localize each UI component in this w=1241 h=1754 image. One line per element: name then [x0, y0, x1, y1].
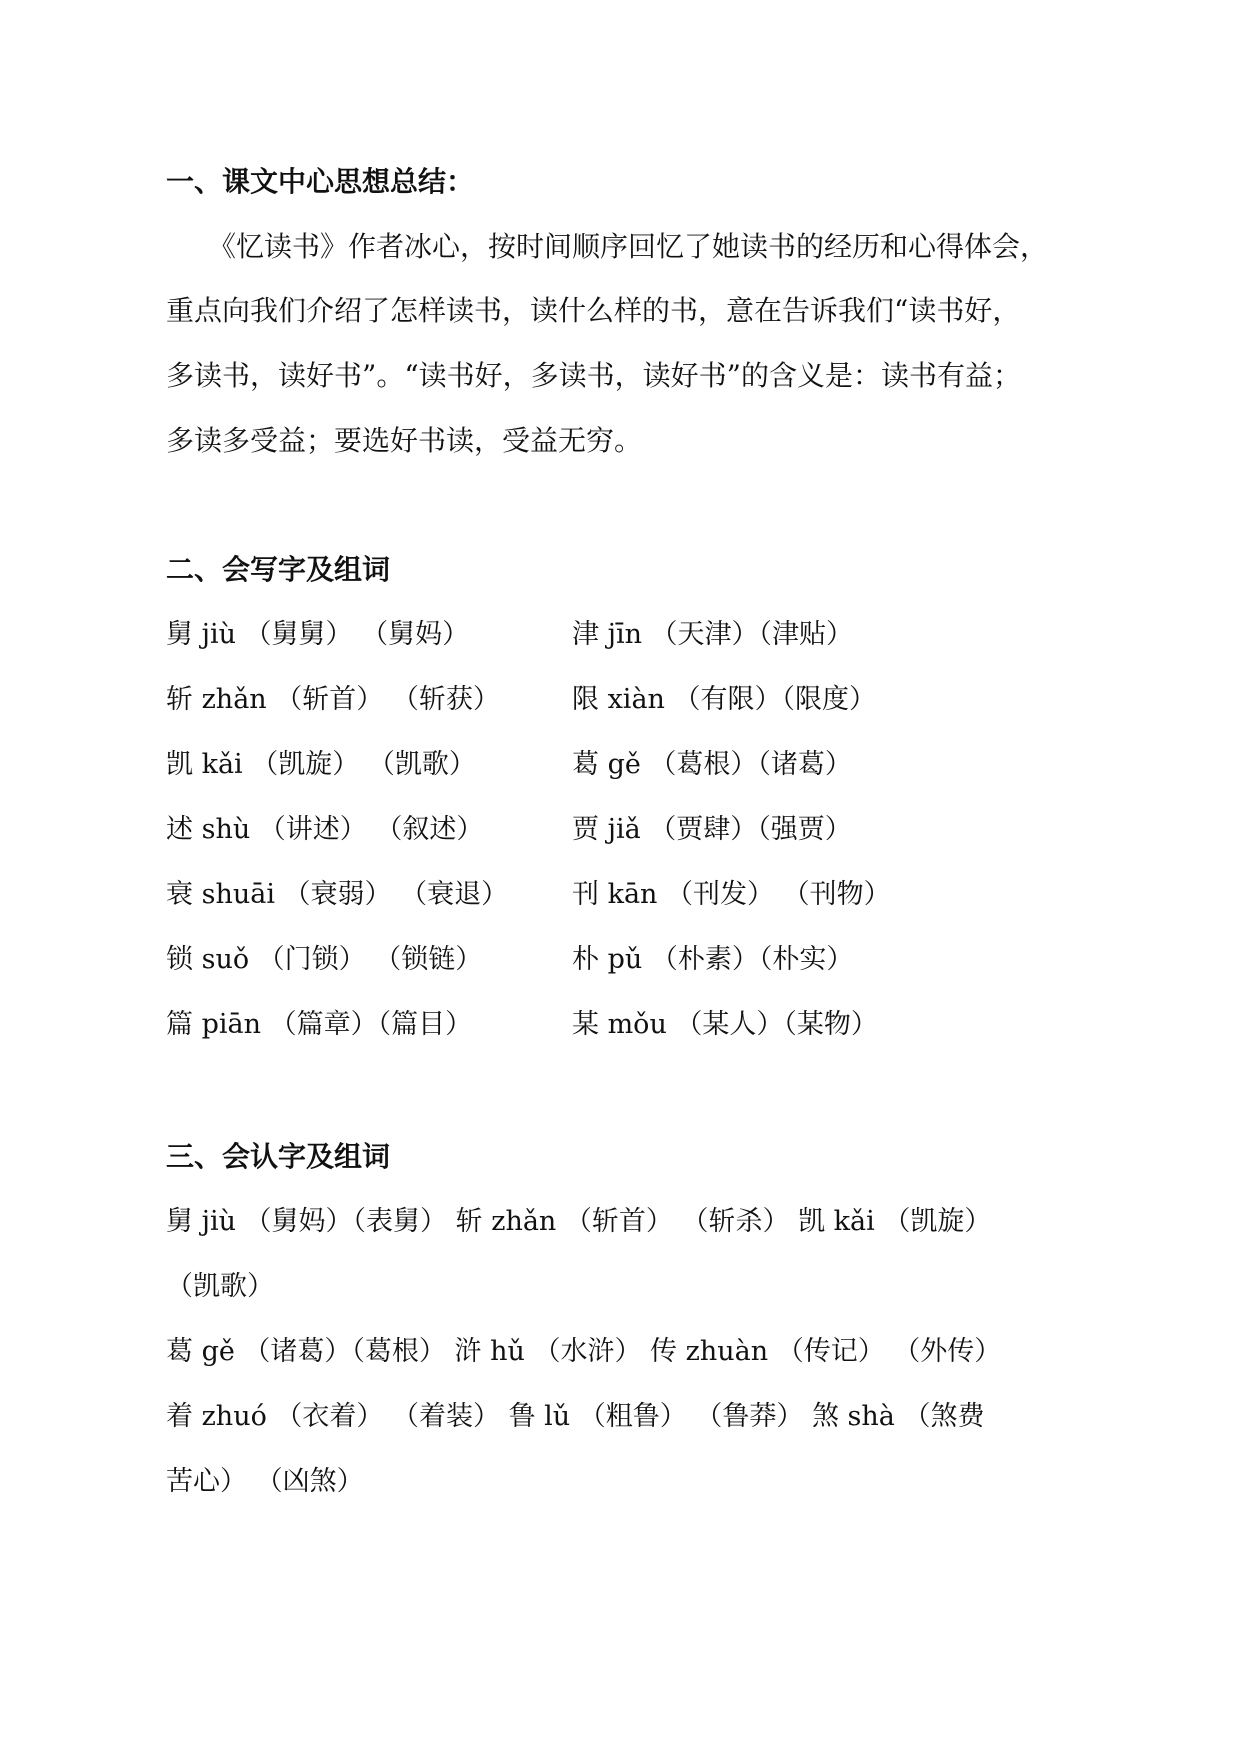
write-char-entry: 斩 zhǎn （斩首） （斩获）	[166, 684, 500, 715]
summary-line: 重点向我们介绍了怎样读书，读什么样的书，意在告诉我们“读书好，	[166, 294, 1021, 327]
write-char-entry: 锁 suǒ （门锁） （锁链）	[166, 944, 483, 975]
section3-title: 三、会认字及组词	[166, 1140, 391, 1173]
read-char-line: 葛 gě （诸葛）（葛根） 浒 hǔ （水浒） 传 zhuàn （传记） （外传）	[166, 1336, 1002, 1367]
section1-title: 一、课文中心思想总结：	[166, 165, 475, 198]
read-char-line: 舅 jiù （舅妈）（表舅） 斩 zhǎn （斩首） （斩杀） 凯 kǎi （凯旋）	[166, 1206, 992, 1237]
write-char-entry: 葛 gě （葛根）（诸葛）	[572, 749, 852, 780]
summary-line: 《忆读书》作者冰心，按时间顺序回忆了她读书的经历和心得体会，	[166, 230, 1049, 263]
write-char-entry: 衰 shuāi （衰弱） （衰退）	[166, 879, 509, 910]
write-char-entry: 篇 piān （篇章）（篇目）	[166, 1009, 473, 1040]
write-char-entry: 舅 jiù （舅舅） （舅妈）	[166, 619, 470, 650]
write-char-entry: 朴 pǔ （朴素）（朴实）	[572, 944, 854, 975]
write-char-entry: 刊 kān （刊发） （刊物）	[572, 879, 891, 910]
write-char-entry: 某 mǒu （某人）（某物）	[572, 1009, 878, 1040]
summary-line: 多读多受益；要选好书读，受益无穷。	[166, 424, 643, 457]
write-char-entry: 限 xiàn （有限）（限度）	[572, 684, 877, 715]
write-char-entry: 贾 jiǎ （贾肆）（强贾）	[572, 814, 852, 845]
write-char-entry: 凯 kǎi （凯旋） （凯歌）	[166, 749, 476, 780]
read-char-line: （凯歌）	[166, 1271, 274, 1302]
write-char-entry: 述 shù （讲述） （叙述）	[166, 814, 484, 845]
read-char-line: 着 zhuó （衣着） （着装） 鲁 lǔ （粗鲁） （鲁莽） 煞 shà （煞费	[166, 1401, 985, 1432]
read-char-line: 苦心） （凶煞）	[166, 1466, 364, 1497]
summary-line: 多读书，读好书”。“读书好，多读书，读好书”的含义是：读书有益；	[166, 359, 1021, 392]
section2-title: 二、会写字及组词	[166, 553, 391, 586]
write-char-entry: 津 jīn （天津）（津贴）	[572, 619, 854, 650]
